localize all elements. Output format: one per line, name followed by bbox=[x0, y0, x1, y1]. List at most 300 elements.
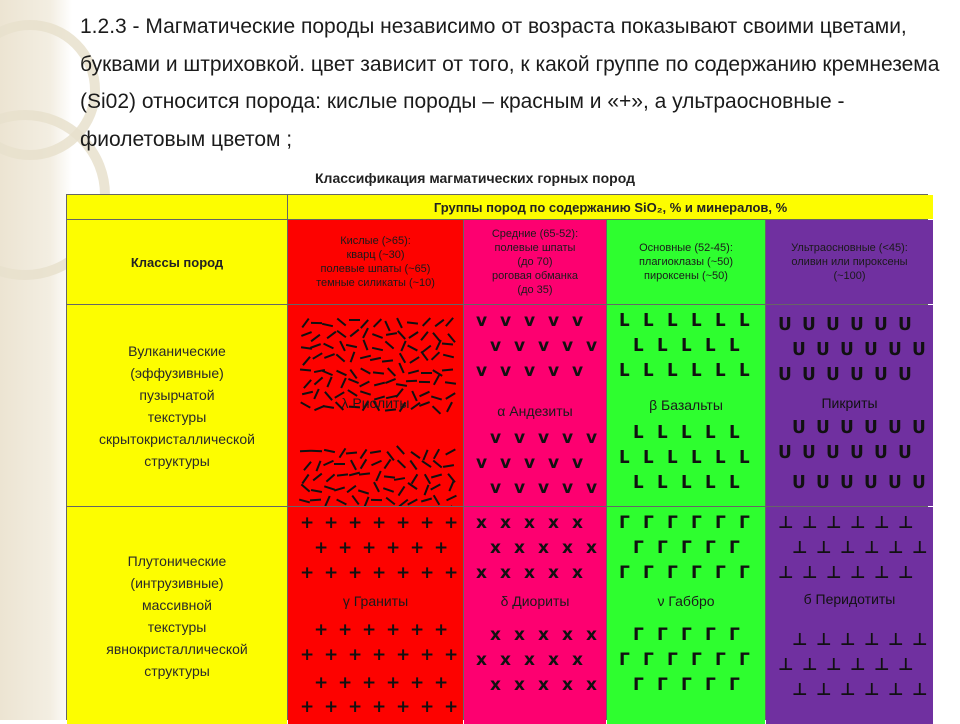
group-header: Группы пород по содержанию SiO₂, % и минералов, % bbox=[288, 195, 933, 219]
hatch-symbol: x bbox=[562, 627, 573, 644]
hatch-symbol: + bbox=[396, 515, 410, 532]
hatch-symbol: + bbox=[444, 647, 458, 664]
hatch-symbol: ᑌ bbox=[888, 342, 902, 359]
hatch-symbol: + bbox=[348, 515, 362, 532]
hatch-symbol: + bbox=[338, 540, 352, 557]
hatch-symbol: + bbox=[372, 647, 386, 664]
hatch-symbol: v bbox=[586, 480, 597, 497]
hatch-symbol: + bbox=[348, 647, 362, 664]
hatch-dash bbox=[409, 356, 419, 364]
hatch-dash bbox=[336, 353, 346, 362]
classes-header: Классы пород bbox=[67, 220, 287, 304]
hatch-dash bbox=[300, 450, 311, 452]
hatch-symbol: ⊥ bbox=[912, 632, 928, 649]
hatch-symbol: + bbox=[348, 565, 362, 582]
hatch-symbol: ⊥ bbox=[826, 565, 842, 582]
hatch-dash bbox=[358, 489, 369, 494]
hatch-dash bbox=[359, 381, 370, 388]
hatch-symbol: v bbox=[514, 338, 525, 355]
hatch-symbol: Г bbox=[643, 515, 654, 532]
hatch-symbol: + bbox=[420, 565, 434, 582]
hatch-symbol: x bbox=[562, 540, 573, 557]
hatch-symbol: Г bbox=[667, 565, 678, 582]
hatch-dash bbox=[339, 340, 346, 351]
hatch-symbol: ᒪ bbox=[619, 313, 630, 330]
hatch-symbol: + bbox=[396, 647, 410, 664]
hatch-dash bbox=[431, 352, 440, 361]
hatch-symbol: + bbox=[300, 699, 314, 716]
hatch-symbol: ᑌ bbox=[840, 420, 854, 437]
hatch-symbol: ᒪ bbox=[691, 450, 702, 467]
hatch-dash bbox=[323, 370, 334, 376]
classification-table bbox=[66, 194, 928, 720]
hatch-dash bbox=[350, 460, 357, 471]
hatch-symbol: ᒪ bbox=[657, 425, 668, 442]
hatch-symbol: ᒪ bbox=[667, 450, 678, 467]
hatch-dash bbox=[384, 459, 392, 469]
hatch-symbol: v bbox=[562, 430, 573, 447]
hatch-dash bbox=[312, 353, 322, 360]
intro-paragraph: 1.2.3 - Магматические породы независимо от возраста показывают своими цветами, буквами и штриховкой. цвет зависит от того, к какой группе по содержанию кремнезема (Si02) относится порода: кислые породы – красным и «+», а ультраосновные - фиолетовым цветом ; bbox=[80, 8, 940, 158]
hatch-symbol: Г bbox=[633, 677, 644, 694]
hatch-symbol: Г bbox=[681, 627, 692, 644]
hatch-symbol: x bbox=[572, 515, 583, 532]
hatch-dash bbox=[442, 343, 453, 346]
hatch-dash bbox=[311, 322, 322, 324]
peridotite-cell bbox=[766, 507, 933, 724]
hatch-dash bbox=[394, 477, 405, 481]
hatch-symbol: ᒪ bbox=[681, 338, 692, 355]
hatch-symbol: + bbox=[314, 622, 328, 639]
basalt-cell bbox=[607, 305, 765, 506]
hatch-dash bbox=[336, 370, 347, 376]
hatch-symbol: x bbox=[524, 652, 535, 669]
hatch-symbol: ⊥ bbox=[816, 540, 832, 557]
hatch-symbol: ⊥ bbox=[778, 657, 794, 674]
hatch-dash bbox=[324, 354, 335, 360]
hatch-dash bbox=[370, 450, 381, 454]
hatch-dash bbox=[340, 378, 346, 389]
hatch-dash bbox=[300, 484, 310, 493]
hatch-symbol: ⊥ bbox=[874, 515, 890, 532]
hatch-symbol: ⊥ bbox=[816, 632, 832, 649]
hatch-symbol: v bbox=[524, 363, 535, 380]
hatch-symbol: v bbox=[500, 455, 511, 472]
hatch-symbol: ⊥ bbox=[778, 565, 794, 582]
hatch-symbol: v bbox=[562, 338, 573, 355]
hatch-dash bbox=[385, 378, 396, 384]
diorite-hatching bbox=[464, 507, 606, 724]
hatch-symbol: x bbox=[500, 565, 511, 582]
hatch-dash bbox=[346, 451, 357, 454]
hatch-symbol: ⊥ bbox=[912, 682, 928, 699]
hatch-symbol: ᒪ bbox=[729, 338, 740, 355]
hatch-symbol: Г bbox=[691, 515, 702, 532]
hatch-symbol: ⊥ bbox=[850, 515, 866, 532]
hatch-symbol: v bbox=[538, 430, 549, 447]
hatch-symbol: ᑌ bbox=[898, 317, 912, 334]
hatch-dash bbox=[397, 330, 406, 339]
hatch-symbol: ᒪ bbox=[705, 475, 716, 492]
hatch-symbol: ᑌ bbox=[816, 420, 830, 437]
hatch-dash bbox=[374, 381, 385, 386]
table-corner-cell bbox=[67, 195, 287, 219]
hatch-dash bbox=[408, 331, 418, 339]
hatch-dash bbox=[326, 474, 336, 483]
hatch-symbol: ⊥ bbox=[898, 565, 914, 582]
hatch-symbol: ᑌ bbox=[826, 445, 840, 462]
hatch-symbol: x bbox=[562, 677, 573, 694]
hatch-symbol: Г bbox=[729, 540, 740, 557]
hatch-symbol: v bbox=[538, 338, 549, 355]
rock-name-rhyolite: λ Риолиты bbox=[288, 395, 463, 411]
hatch-dash bbox=[419, 381, 430, 383]
hatch-symbol: x bbox=[490, 540, 501, 557]
hatch-symbol: + bbox=[300, 515, 314, 532]
hatch-symbol: Г bbox=[729, 677, 740, 694]
hatch-symbol: Г bbox=[705, 677, 716, 694]
hatch-symbol: ᒪ bbox=[619, 363, 630, 380]
hatch-symbol: v bbox=[500, 313, 511, 330]
hatch-dash bbox=[406, 380, 417, 382]
hatch-symbol: + bbox=[386, 540, 400, 557]
hatch-dash bbox=[432, 459, 442, 468]
hatch-symbol: Г bbox=[681, 677, 692, 694]
hatch-symbol: Г bbox=[657, 627, 668, 644]
hatch-dash bbox=[434, 319, 444, 327]
hatch-symbol: v bbox=[548, 363, 559, 380]
hatch-symbol: Г bbox=[691, 565, 702, 582]
hatch-dash bbox=[424, 474, 431, 485]
hatch-dash bbox=[385, 340, 395, 349]
hatch-dash bbox=[446, 495, 457, 502]
hatch-symbol: ᒪ bbox=[633, 475, 644, 492]
hatch-dash bbox=[323, 460, 334, 466]
hatch-symbol: + bbox=[434, 675, 448, 692]
hatch-symbol: v bbox=[572, 455, 583, 472]
hatch-symbol: + bbox=[362, 622, 376, 639]
hatch-symbol: ⊥ bbox=[816, 682, 832, 699]
hatch-symbol: ⊥ bbox=[912, 540, 928, 557]
hatch-symbol: v bbox=[548, 313, 559, 330]
hatch-dash bbox=[373, 318, 382, 327]
hatch-dash bbox=[423, 450, 429, 461]
hatch-dash bbox=[421, 351, 429, 361]
hatch-symbol: Г bbox=[657, 677, 668, 694]
hatch-symbol: x bbox=[538, 627, 549, 644]
hatch-symbol: ᑌ bbox=[826, 317, 840, 334]
hatch-dash bbox=[346, 344, 357, 348]
hatch-symbol: Г bbox=[739, 565, 750, 582]
hatch-dash bbox=[338, 448, 346, 458]
hatch-symbol: Г bbox=[739, 652, 750, 669]
hatch-dash bbox=[313, 377, 323, 386]
hatch-dash bbox=[336, 317, 346, 326]
hatch-symbol: + bbox=[324, 647, 338, 664]
hatch-symbol: v bbox=[586, 338, 597, 355]
hatch-dash bbox=[372, 333, 383, 339]
hatch-dash bbox=[313, 472, 323, 480]
hatch-dash bbox=[337, 330, 347, 338]
hatch-symbol: ⊥ bbox=[888, 540, 904, 557]
hatch-symbol: + bbox=[300, 647, 314, 664]
hatch-dash bbox=[430, 484, 441, 491]
hatch-dash bbox=[396, 445, 405, 454]
hatch-dash bbox=[397, 459, 406, 468]
hatch-symbol: v bbox=[562, 480, 573, 497]
granite-cell bbox=[288, 507, 463, 724]
hatch-symbol: ⊥ bbox=[888, 632, 904, 649]
hatch-symbol: + bbox=[324, 565, 338, 582]
rock-name-peridotite: б Перидотиты bbox=[766, 591, 933, 607]
hatch-symbol: x bbox=[548, 515, 559, 532]
hatch-dash bbox=[347, 485, 357, 493]
hatch-symbol: Г bbox=[715, 515, 726, 532]
hatch-symbol: v bbox=[548, 455, 559, 472]
hatch-dash bbox=[310, 498, 321, 501]
hatch-symbol: ⊥ bbox=[864, 632, 880, 649]
hatch-dash bbox=[436, 340, 442, 351]
hatch-dash bbox=[325, 496, 331, 506]
hatch-symbol: ᑌ bbox=[850, 445, 864, 462]
hatch-dash bbox=[431, 473, 442, 478]
hatch-symbol: + bbox=[410, 675, 424, 692]
hatch-symbol: ⊥ bbox=[874, 657, 890, 674]
hatch-symbol: ᒪ bbox=[667, 313, 678, 330]
column-header-basic: Основные (52-45): плагиоклазы (~50) пироксены (~50) bbox=[607, 220, 765, 304]
hatch-symbol: + bbox=[420, 647, 434, 664]
hatch-dash bbox=[360, 459, 367, 469]
hatch-symbol: + bbox=[372, 565, 386, 582]
hatch-symbol: ᑌ bbox=[898, 367, 912, 384]
hatch-symbol: v bbox=[572, 363, 583, 380]
hatch-dash bbox=[387, 367, 396, 376]
hatch-symbol: v bbox=[572, 313, 583, 330]
hatch-symbol: Г bbox=[715, 652, 726, 669]
hatch-dash bbox=[360, 367, 371, 374]
rock-name-gabbro: ν Габбро bbox=[607, 593, 765, 609]
rock-name-granite: γ Граниты bbox=[288, 593, 463, 609]
hatch-symbol: ᒪ bbox=[729, 425, 740, 442]
hatch-dash bbox=[373, 372, 384, 375]
hatch-dash bbox=[445, 449, 456, 456]
hatch-symbol: ᒪ bbox=[633, 425, 644, 442]
hatch-symbol: ⊥ bbox=[898, 657, 914, 674]
hatch-symbol: ᑌ bbox=[802, 317, 816, 334]
hatch-symbol: Г bbox=[667, 515, 678, 532]
hatch-dash bbox=[443, 354, 454, 359]
andesite-cell bbox=[464, 305, 606, 506]
hatch-symbol: x bbox=[572, 652, 583, 669]
hatch-symbol: ᑌ bbox=[778, 445, 792, 462]
hatch-symbol: ᑌ bbox=[898, 445, 912, 462]
hatch-symbol: ᑌ bbox=[912, 420, 926, 437]
hatch-symbol: ⊥ bbox=[840, 632, 856, 649]
hatch-symbol: Г bbox=[705, 627, 716, 644]
hatch-symbol: v bbox=[524, 313, 535, 330]
hatch-symbol: + bbox=[348, 699, 362, 716]
hatch-symbol: x bbox=[514, 677, 525, 694]
hatch-dash bbox=[360, 449, 368, 459]
hatch-dash bbox=[422, 317, 431, 326]
hatch-symbol: ᑌ bbox=[792, 420, 806, 437]
hatch-symbol: ᒪ bbox=[715, 450, 726, 467]
hatch-symbol: ᑌ bbox=[778, 367, 792, 384]
hatch-symbol: Г bbox=[667, 652, 678, 669]
hatch-symbol: ᑌ bbox=[864, 420, 878, 437]
hatch-dash bbox=[407, 321, 418, 324]
hatch-dash bbox=[383, 488, 394, 493]
rock-name-diorite: δ Диориты bbox=[464, 593, 606, 609]
hatch-symbol: ⊥ bbox=[826, 657, 842, 674]
gabbro-hatching bbox=[607, 507, 765, 724]
hatch-dash bbox=[424, 484, 430, 495]
hatch-dash bbox=[433, 448, 440, 459]
hatch-dash bbox=[445, 381, 456, 384]
hatch-dash bbox=[420, 332, 428, 342]
hatch-symbol: Г bbox=[619, 515, 630, 532]
hatch-symbol: ᑌ bbox=[826, 367, 840, 384]
hatch-symbol: x bbox=[548, 652, 559, 669]
hatch-dash bbox=[334, 462, 345, 464]
hatch-dash bbox=[386, 332, 397, 336]
hatch-dash bbox=[349, 329, 359, 337]
hatch-dash bbox=[400, 340, 406, 351]
hatch-symbol: ᒪ bbox=[681, 425, 692, 442]
hatch-symbol: Г bbox=[729, 627, 740, 644]
hatch-symbol: ᑌ bbox=[912, 475, 926, 492]
hatch-symbol: ᑌ bbox=[792, 342, 806, 359]
hatch-symbol: Г bbox=[681, 540, 692, 557]
hatch-symbol: x bbox=[490, 627, 501, 644]
hatch-symbol: + bbox=[434, 622, 448, 639]
hatch-symbol: ᑌ bbox=[802, 367, 816, 384]
hatch-dash bbox=[371, 499, 382, 501]
hatch-symbol: Г bbox=[619, 652, 630, 669]
hatch-dash bbox=[363, 497, 369, 506]
hatch-symbol: ᒪ bbox=[643, 450, 654, 467]
hatch-symbol: ᒪ bbox=[705, 338, 716, 355]
rock-name-picrite: Пикриты bbox=[766, 395, 933, 411]
hatch-dash bbox=[445, 317, 454, 327]
hatch-dash bbox=[302, 356, 311, 366]
hatch-dash bbox=[384, 475, 395, 478]
hatch-dash bbox=[398, 363, 404, 374]
hatch-dash bbox=[382, 359, 393, 362]
hatch-symbol: ⊥ bbox=[802, 565, 818, 582]
hatch-symbol: v bbox=[490, 480, 501, 497]
hatch-symbol: + bbox=[372, 699, 386, 716]
rock-name-andesite: α Андезиты bbox=[464, 403, 606, 419]
hatch-dash bbox=[433, 375, 440, 386]
hatch-symbol: ⊥ bbox=[792, 682, 808, 699]
hatch-dash bbox=[442, 369, 453, 372]
hatch-symbol: v bbox=[476, 455, 487, 472]
hatch-symbol: ⊥ bbox=[840, 540, 856, 557]
rhyolite-cell bbox=[288, 305, 463, 506]
hatch-symbol: + bbox=[314, 540, 328, 557]
hatch-symbol: Г bbox=[691, 652, 702, 669]
hatch-symbol: + bbox=[420, 515, 434, 532]
hatch-symbol: + bbox=[444, 565, 458, 582]
hatch-dash bbox=[301, 318, 309, 328]
hatch-symbol: x bbox=[524, 565, 535, 582]
hatch-dash bbox=[411, 473, 418, 483]
hatch-symbol: ᒪ bbox=[715, 313, 726, 330]
hatch-dash bbox=[334, 486, 345, 491]
peridotite-hatching bbox=[766, 507, 933, 724]
hatch-symbol: ᑌ bbox=[840, 475, 854, 492]
hatch-dash bbox=[448, 481, 454, 492]
hatch-symbol: ᒪ bbox=[657, 475, 668, 492]
hatch-symbol: ᑌ bbox=[802, 445, 816, 462]
hatch-symbol: x bbox=[524, 515, 535, 532]
hatch-symbol: ᒪ bbox=[667, 363, 678, 380]
hatch-symbol: + bbox=[338, 622, 352, 639]
hatch-symbol: + bbox=[410, 622, 424, 639]
hatch-symbol: x bbox=[500, 652, 511, 669]
hatch-symbol: x bbox=[476, 565, 487, 582]
hatch-symbol: ᑌ bbox=[850, 317, 864, 334]
hatch-symbol: ⊥ bbox=[864, 682, 880, 699]
hatch-symbol: Г bbox=[633, 540, 644, 557]
hatch-symbol: v bbox=[514, 480, 525, 497]
hatch-symbol: x bbox=[548, 565, 559, 582]
hatch-symbol: ᑌ bbox=[816, 342, 830, 359]
hatch-symbol: v bbox=[586, 430, 597, 447]
hatch-symbol: ᒪ bbox=[729, 475, 740, 492]
hatch-symbol: + bbox=[362, 675, 376, 692]
hatch-dash bbox=[410, 451, 420, 459]
hatch-symbol: ⊥ bbox=[792, 540, 808, 557]
gabbro-cell bbox=[607, 507, 765, 724]
hatch-dash bbox=[337, 473, 348, 476]
hatch-symbol: ᒪ bbox=[681, 475, 692, 492]
hatch-symbol: + bbox=[444, 515, 458, 532]
hatch-symbol: + bbox=[362, 540, 376, 557]
hatch-dash bbox=[324, 449, 335, 453]
hatch-symbol: ⊥ bbox=[898, 515, 914, 532]
hatch-dash bbox=[336, 499, 347, 506]
hatch-dash bbox=[421, 498, 432, 503]
hatch-dash bbox=[397, 486, 405, 496]
hatch-dash bbox=[323, 343, 334, 350]
hatch-dash bbox=[327, 376, 333, 387]
hatch-symbol: ᒪ bbox=[633, 338, 644, 355]
hatch-symbol: v bbox=[476, 363, 487, 380]
hatch-dash bbox=[359, 472, 370, 475]
hatch-dash bbox=[373, 482, 380, 493]
hatch-symbol: ᑌ bbox=[778, 317, 792, 334]
hatch-dash bbox=[386, 497, 396, 505]
hatch-symbol: ⊥ bbox=[864, 540, 880, 557]
hatch-dash bbox=[408, 369, 419, 374]
hatch-symbol: ᒪ bbox=[643, 363, 654, 380]
hatch-symbol: x bbox=[586, 677, 597, 694]
hatch-dash bbox=[396, 383, 407, 387]
hatch-symbol: + bbox=[396, 565, 410, 582]
hatch-dash bbox=[311, 333, 321, 341]
hatch-symbol: Г bbox=[643, 565, 654, 582]
hatch-symbol: ᑌ bbox=[816, 475, 830, 492]
rock-name-basalt: β Базальты bbox=[607, 397, 765, 413]
hatch-symbol: ᑌ bbox=[912, 342, 926, 359]
hatch-dash bbox=[397, 317, 404, 328]
hatch-symbol: + bbox=[372, 515, 386, 532]
hatch-dash bbox=[375, 470, 381, 481]
hatch-symbol: x bbox=[500, 515, 511, 532]
hatch-symbol: ⊥ bbox=[802, 515, 818, 532]
